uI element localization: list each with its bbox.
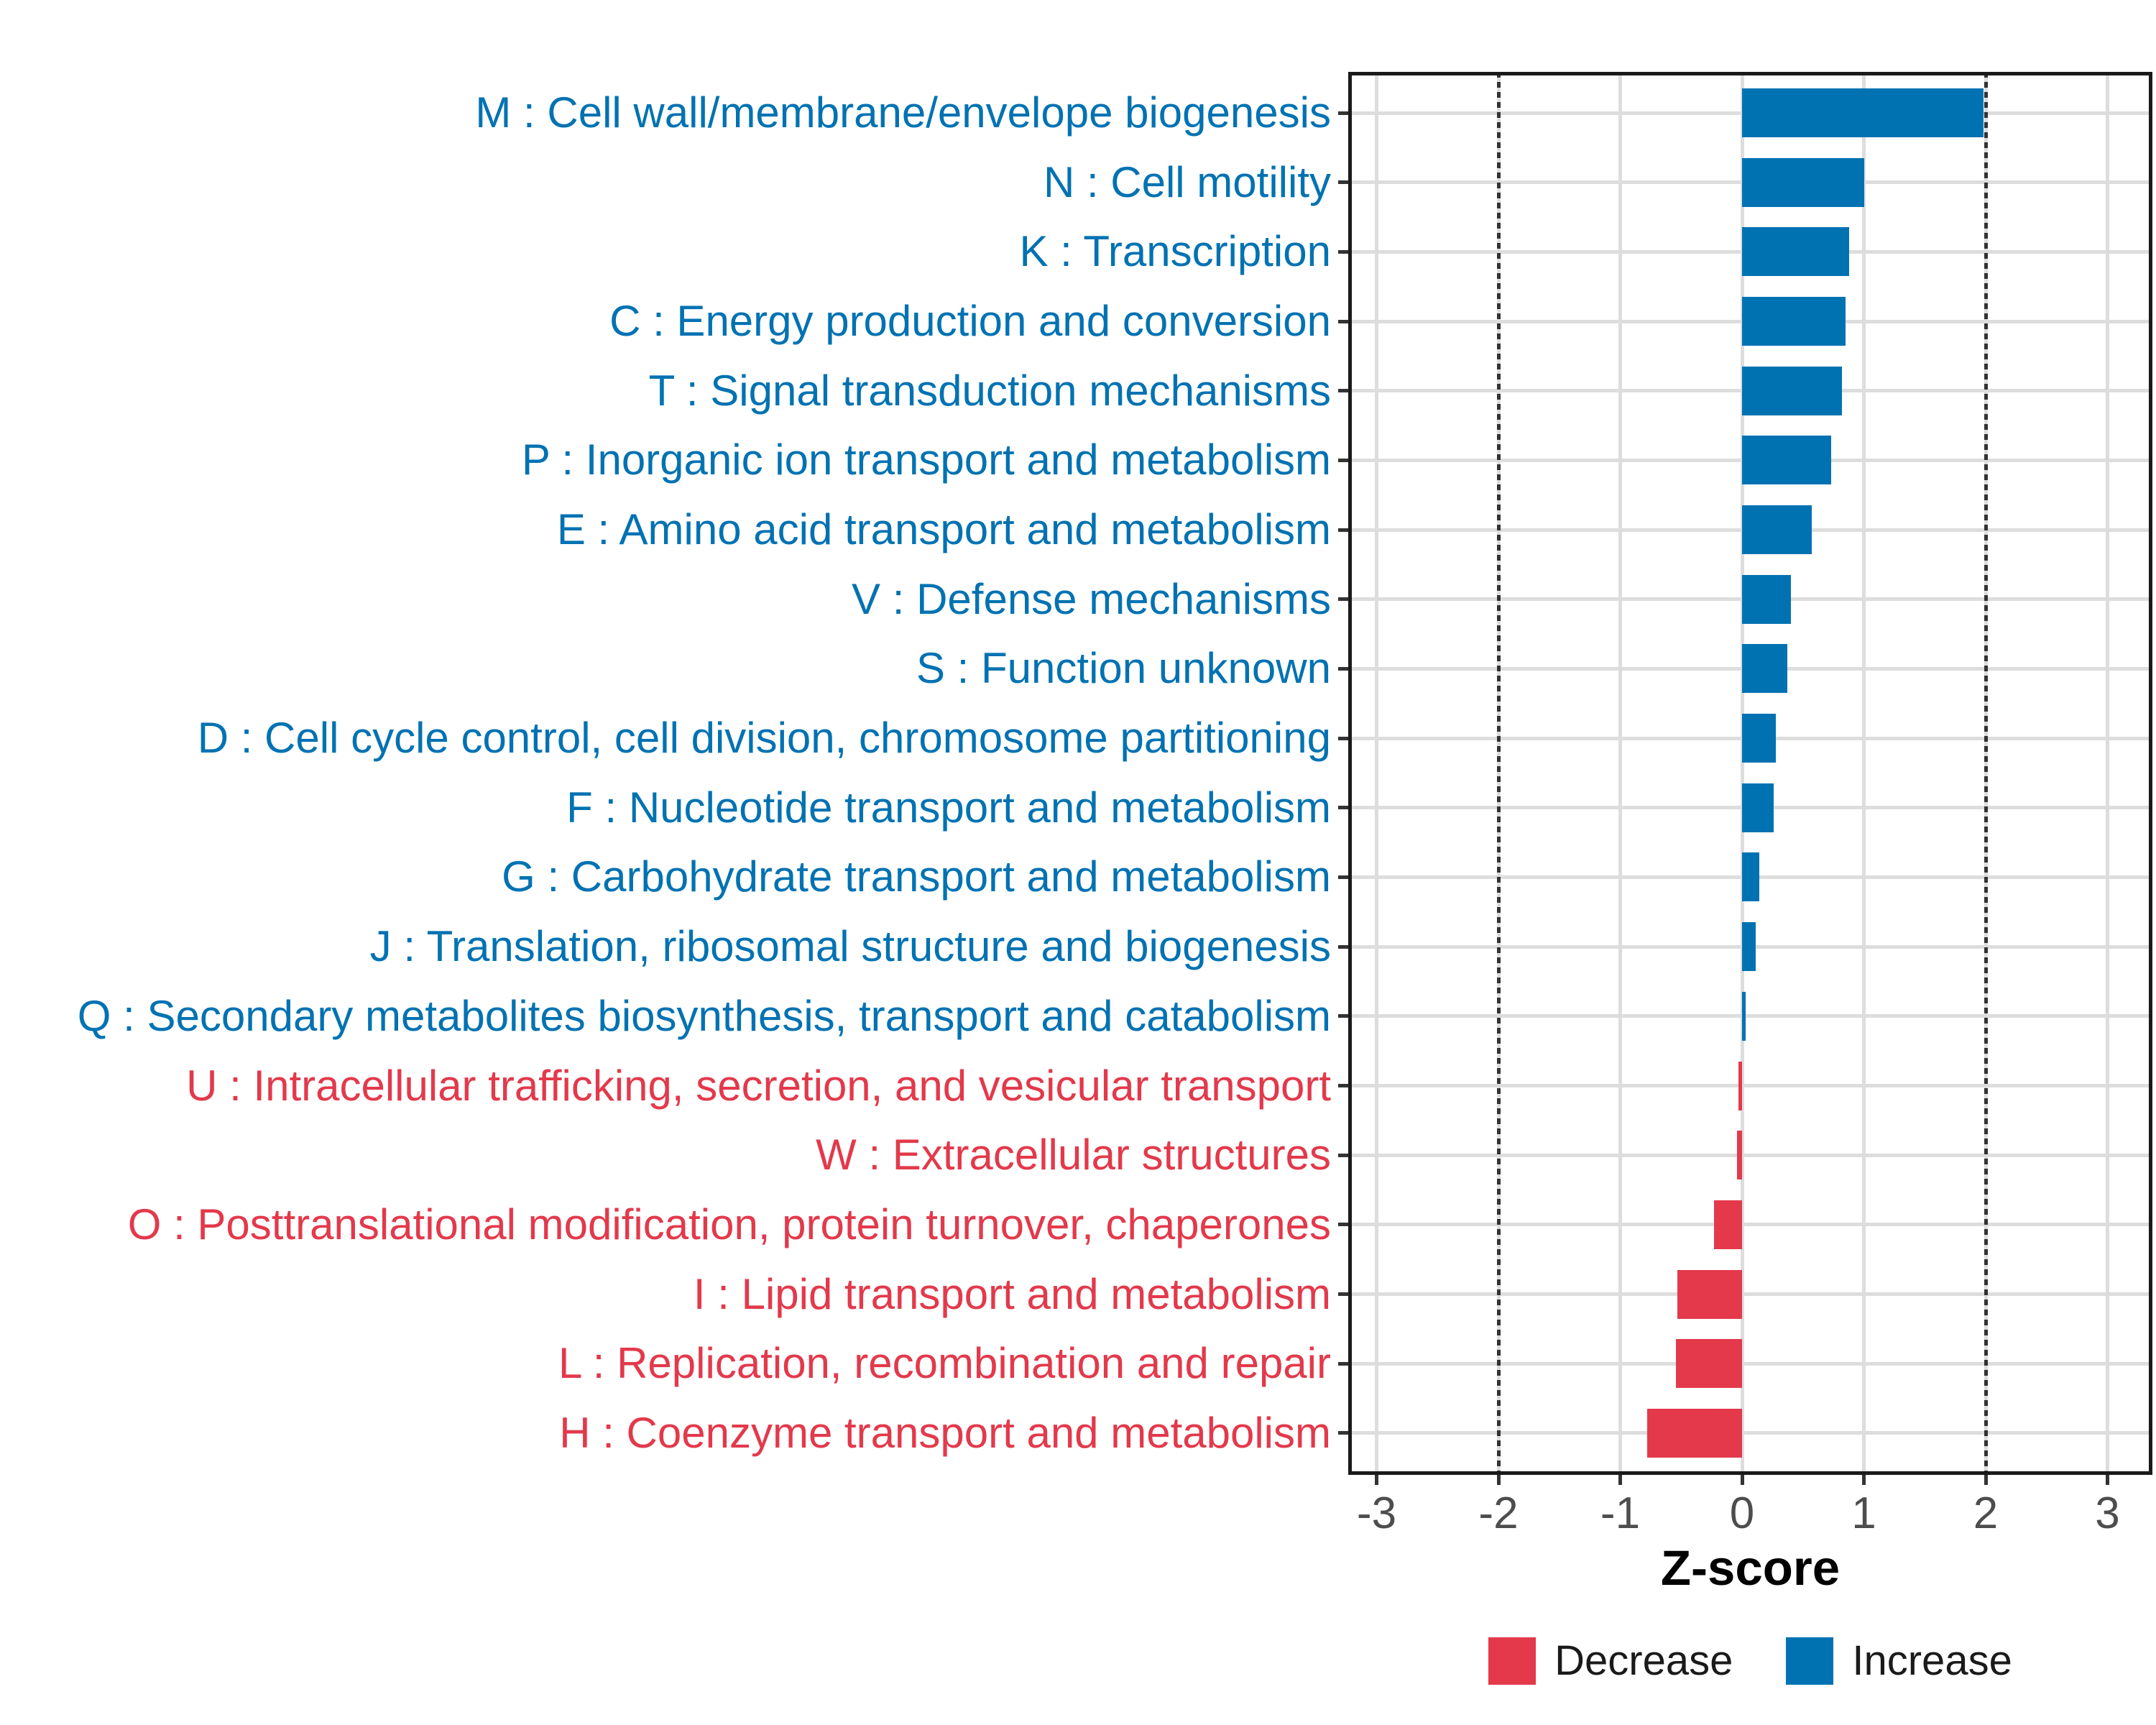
bar-J [1742, 922, 1756, 971]
category-label-T: T : Signal transduction mechanisms [648, 366, 1331, 415]
bar-H [1647, 1409, 1742, 1458]
y-gridline [1348, 1084, 2152, 1087]
bar-S [1742, 644, 1787, 693]
bar-W [1737, 1131, 1742, 1179]
bar-O [1714, 1200, 1742, 1249]
y-axis-tick [1338, 1223, 1348, 1226]
y-axis-tick [1338, 1362, 1348, 1366]
bar-D [1742, 714, 1776, 763]
x-axis-tick [1862, 1475, 1866, 1485]
x-gridline [1375, 72, 1378, 1475]
bar-F [1742, 783, 1774, 832]
y-axis-tick [1338, 667, 1348, 671]
category-label-S: S : Function unknown [916, 644, 1331, 693]
category-label-I: I : Lipid transport and metabolism [693, 1269, 1331, 1318]
category-label-C: C : Energy production and conversion [609, 297, 1331, 346]
increase-swatch-icon [1786, 1637, 1833, 1685]
bar-K [1742, 227, 1849, 276]
x-tick-label: -1 [1600, 1489, 1641, 1538]
bar-V [1742, 575, 1791, 624]
x-axis-tick [1618, 1475, 1622, 1485]
category-label-O: O : Posttranslational modification, protein turnover, chaperones [127, 1200, 1331, 1248]
y-axis-tick [1338, 737, 1348, 740]
legend-label-decrease: Decrease [1554, 1637, 1733, 1684]
plot-panel [1348, 72, 2152, 1475]
category-label-Q: Q : Secondary metabolites biosynthesis, transport and catabolism [77, 991, 1331, 1040]
reference-line [1984, 72, 1988, 1475]
y-axis-tick [1338, 320, 1348, 323]
x-gridline [1741, 72, 1744, 1475]
bar-N [1742, 158, 1864, 207]
y-axis-tick [1338, 945, 1348, 949]
bar-T [1742, 367, 1842, 415]
x-axis-tick [1741, 1475, 1744, 1485]
category-label-M: M : Cell wall/membrane/envelope biogenesis [475, 88, 1331, 137]
category-label-U: U : Intracellular trafficking, secretion, and vesicular transport [186, 1061, 1331, 1110]
y-gridline [1348, 1154, 2152, 1157]
bar-G [1742, 852, 1759, 901]
category-label-V: V : Defense mechanisms [852, 574, 1331, 623]
bar-I [1677, 1270, 1742, 1319]
category-label-G: G : Carbohydrate transport and metabolism [502, 852, 1331, 901]
x-tick-label: 0 [1729, 1489, 1755, 1538]
bar-M [1742, 88, 1984, 137]
x-axis-tick [2106, 1475, 2109, 1485]
y-axis-tick [1338, 1154, 1348, 1157]
x-tick-label: -3 [1356, 1489, 1397, 1538]
x-axis-tick [1497, 1475, 1501, 1485]
y-axis-tick [1338, 1431, 1348, 1435]
bar-E [1742, 505, 1812, 554]
category-label-K: K : Transcription [1019, 227, 1331, 276]
legend-label-increase: Increase [1852, 1637, 2012, 1684]
y-axis-tick [1338, 459, 1348, 462]
x-tick-label: 3 [2095, 1489, 2120, 1538]
y-axis-tick [1338, 597, 1348, 601]
x-axis-title: Z-score [1660, 1540, 1841, 1596]
x-axis-tick [1984, 1475, 1988, 1485]
x-tick-label: 1 [1851, 1489, 1876, 1538]
legend-item-increase [1786, 1637, 2012, 1685]
category-label-N: N : Cell motility [1043, 157, 1331, 206]
category-label-L: L : Replication, recombination and repair [558, 1339, 1331, 1388]
x-axis-tick [1375, 1475, 1378, 1485]
legend [1348, 1637, 2152, 1685]
y-axis-tick [1338, 180, 1348, 184]
x-tick-label: -2 [1478, 1489, 1519, 1538]
y-gridline [1348, 1014, 2152, 1018]
category-label-W: W : Extracellular structures [816, 1131, 1331, 1179]
x-tick-label: 2 [1973, 1489, 1999, 1538]
y-gridline [1348, 1362, 2152, 1366]
y-axis-tick [1338, 1292, 1348, 1296]
y-gridline [1348, 1431, 2152, 1435]
category-label-F: F : Nucleotide transport and metabolism [566, 783, 1331, 832]
bar-L [1676, 1339, 1742, 1388]
category-label-H: H : Coenzyme transport and metabolism [559, 1408, 1331, 1457]
category-label-E: E : Amino acid transport and metabolism [556, 505, 1331, 554]
legend-item-decrease [1488, 1637, 1733, 1685]
y-axis-tick [1338, 528, 1348, 532]
y-axis-tick [1338, 111, 1348, 115]
y-axis-tick [1338, 250, 1348, 254]
bar-P [1742, 436, 1831, 484]
decrease-swatch-icon [1488, 1637, 1536, 1685]
reference-line [1497, 72, 1501, 1475]
x-gridline [1862, 72, 1866, 1475]
bar-C [1742, 297, 1846, 346]
category-label-P: P : Inorganic ion transport and metabolism [521, 436, 1331, 484]
y-gridline [1348, 1292, 2152, 1296]
bar-Q [1742, 992, 1746, 1041]
y-axis-tick [1338, 1084, 1348, 1087]
y-axis-tick [1338, 389, 1348, 392]
x-gridline [1618, 72, 1622, 1475]
bar-U [1738, 1062, 1742, 1110]
y-axis-tick [1338, 875, 1348, 879]
x-gridline [2106, 72, 2109, 1475]
y-gridline [1348, 1223, 2152, 1226]
category-label-J: J : Translation, ribosomal structure and biogenesis [369, 922, 1331, 971]
y-axis-tick [1338, 806, 1348, 809]
category-label-D: D : Cell cycle control, cell division, chromosome partitioning [197, 714, 1331, 763]
y-axis-tick [1338, 1014, 1348, 1018]
